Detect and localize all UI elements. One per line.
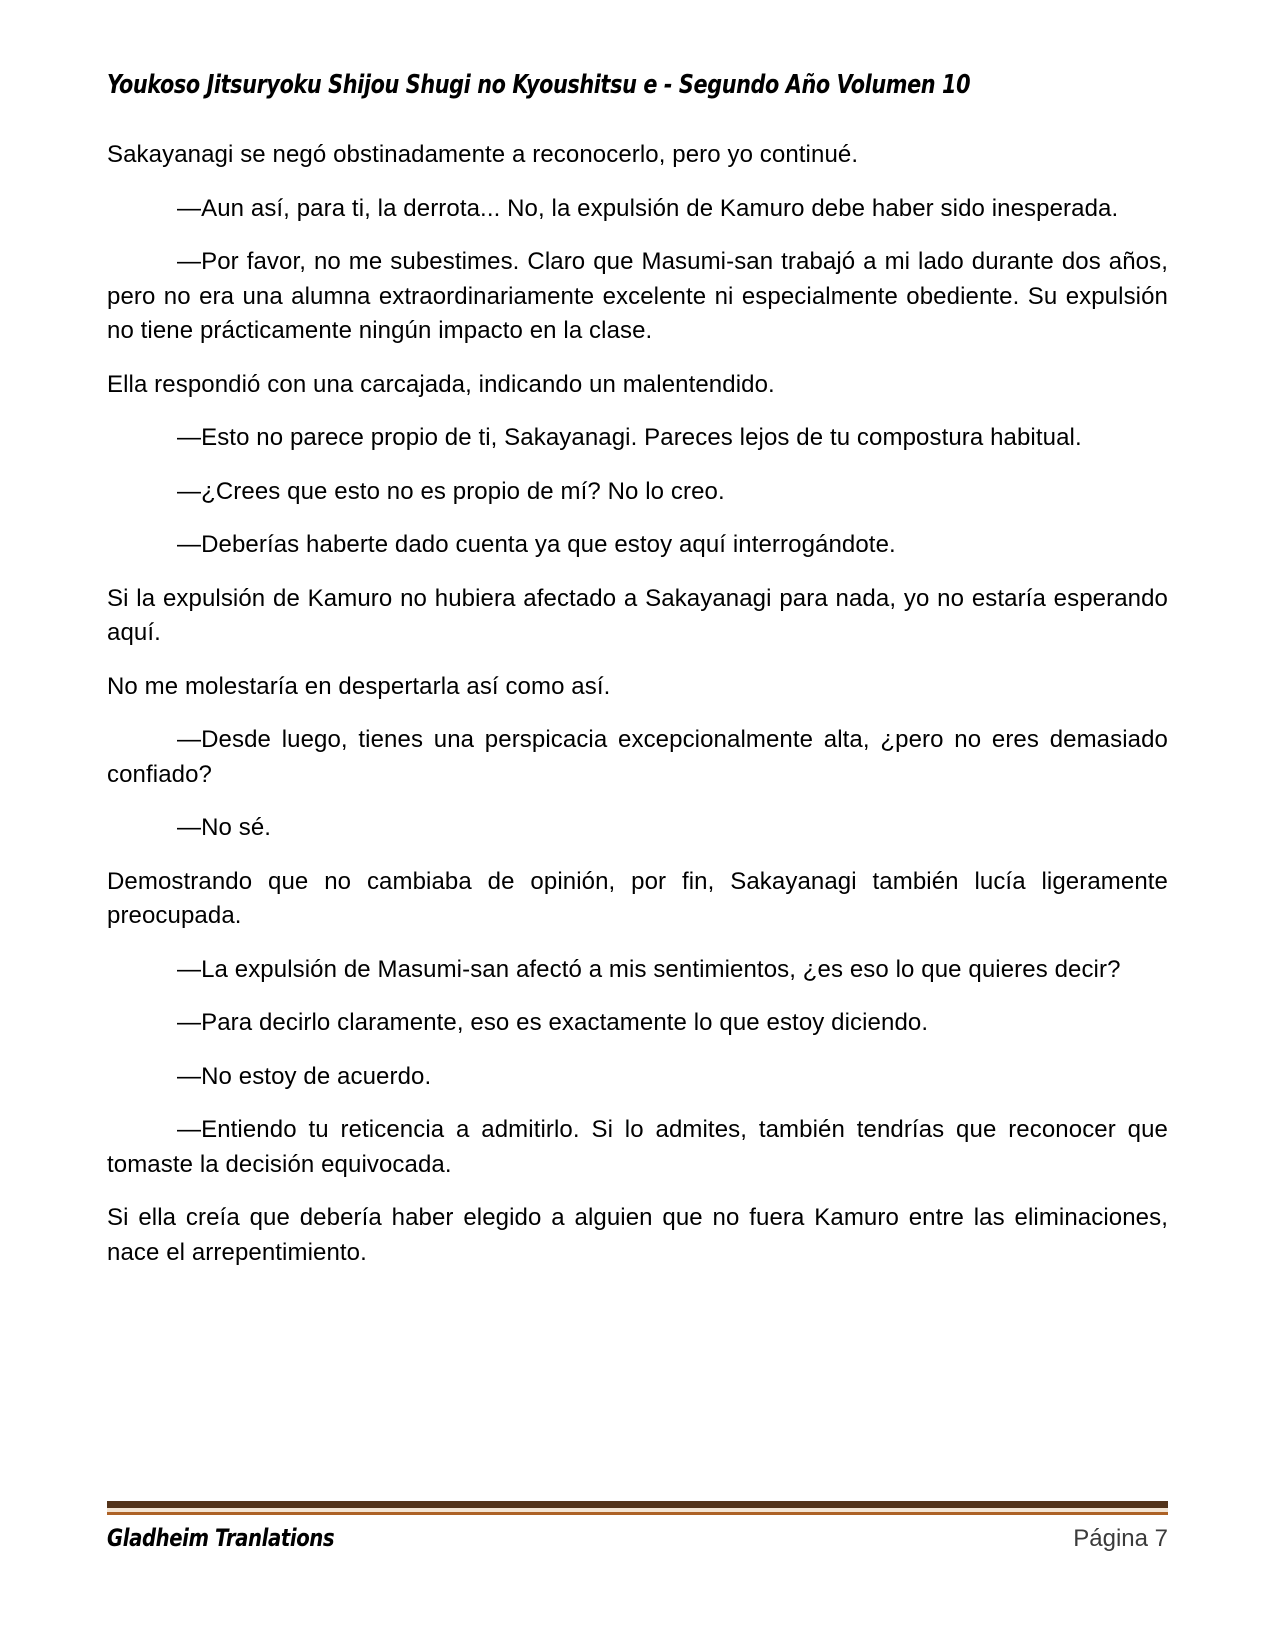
running-header-title: Youkoso Jitsuryoku Shijou Shugi no Kyoushitsu e - Segundo Año Volumen 10 <box>107 70 971 100</box>
paragraph: Demostrando que no cambiaba de opinión, por fin, Sakayanagi también lucía ligeramente preocupada. <box>107 867 1168 929</box>
paragraph: No me molestaría en despertarla así como así. <box>107 672 611 700</box>
paragraph: —Para decirlo claramente, eso es exactamente lo que estoy diciendo. <box>177 1009 929 1036</box>
body-text <box>107 138 1168 1289</box>
paragraph: —No estoy de acuerdo. <box>177 1062 432 1090</box>
paragraph: —Desde luego, tienes una perspicacia excepcionalmente alta, ¿pero no eres demasiado confiado? <box>107 726 1168 788</box>
paragraph: —Aun así, para ti, la derrota... No, la expulsión de Kamuro debe haber sido inesperada. <box>177 194 1119 222</box>
footer-page-number: Página 7 <box>1073 1525 1168 1552</box>
footer-divider <box>107 1501 1168 1515</box>
paragraph: Ella respondió con una carcajada, indicando un malentendido. <box>107 370 775 398</box>
paragraph: —No sé. <box>177 814 272 841</box>
paragraph: —Deberías haberte dado cuenta ya que estoy aquí interrogándote. <box>177 531 896 558</box>
paragraph: Sakayanagi se negó obstinadamente a reconocerlo, pero yo continué. <box>107 141 859 168</box>
footer <box>107 1524 1168 1553</box>
paragraph: —Entiendo tu reticencia a admitirlo. Si lo admites, también tendrías que reconocer que tomaste la decisión equivocada. <box>107 1116 1168 1178</box>
paragraph: —¿Crees que esto no es propio de mí? No lo creo. <box>177 477 725 505</box>
paragraph: —La expulsión de Masumi-san afectó a mis sentimientos, ¿es eso lo que quieres decir? <box>177 955 1121 983</box>
paragraph: —Esto no parece propio de ti, Sakayanagi. Pareces lejos de tu compostura habitual. <box>177 424 1082 451</box>
footer-brand: Gladheim Tranlations <box>107 1524 335 1552</box>
paragraph: —Por favor, no me subestimes. Claro que Masumi-san trabajó a mi lado durante dos años, pero no era una alumna extraordinariamente excelente ni especialmente obediente. Su expulsión no tiene prácticamente ningún impacto en la clase. <box>107 248 1168 344</box>
paragraph: Si la expulsión de Kamuro no hubiera afectado a Sakayanagi para nada, yo no estaría esperando aquí. <box>107 584 1168 646</box>
paragraph: Si ella creía que debería haber elegido a alguien que no fuera Kamuro entre las eliminaciones, nace el arrepentimiento. <box>107 1204 1168 1266</box>
